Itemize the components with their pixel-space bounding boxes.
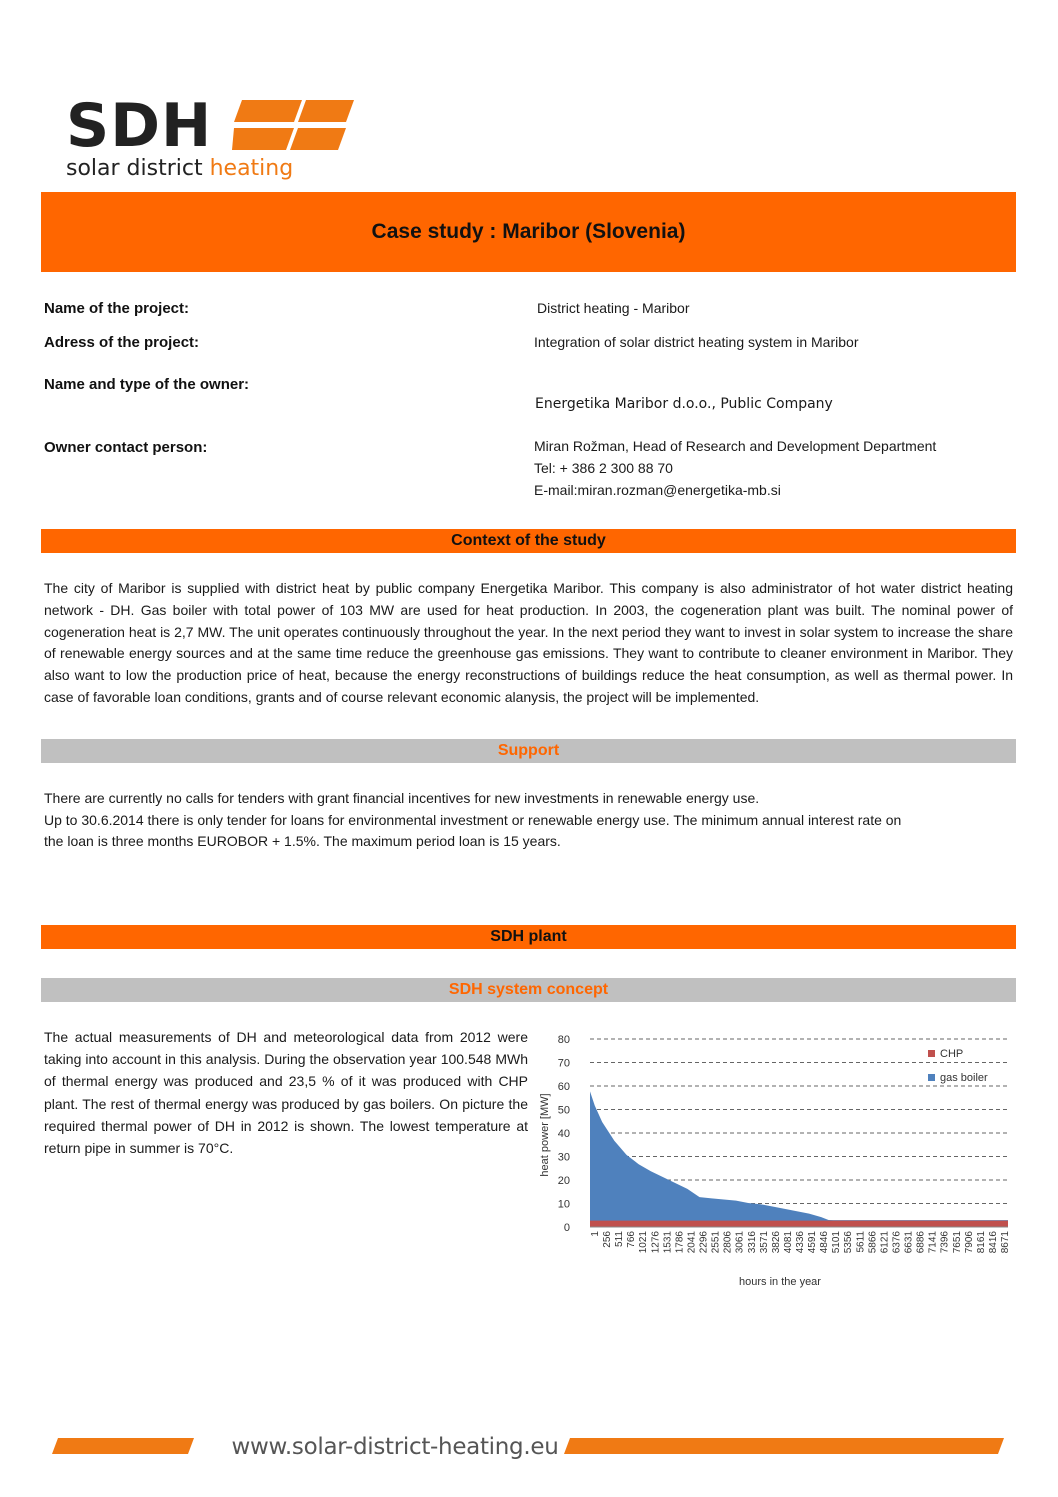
project-address-value: Integration of solar district heating system in Maribor bbox=[534, 334, 859, 350]
y-tick-label: 80 bbox=[557, 1034, 570, 1046]
project-name-label: Name of the project: bbox=[44, 300, 190, 317]
project-address-label: Adress of the project: bbox=[44, 334, 200, 351]
sdh-logo bbox=[66, 91, 356, 192]
heat-power-chart bbox=[530, 1025, 1020, 1295]
y-tick-label: 10 bbox=[557, 1198, 570, 1211]
page-title: Case study : Maribor (Slovenia) bbox=[371, 220, 686, 243]
x-tick-label: 3061 bbox=[734, 1231, 746, 1254]
x-tick-label: 1021 bbox=[638, 1231, 650, 1254]
x-tick-label: 1786 bbox=[674, 1231, 686, 1254]
x-tick-label: 4336 bbox=[795, 1231, 806, 1254]
owner-label: Name and type of the owner: bbox=[44, 376, 250, 393]
x-tick-label: 5356 bbox=[843, 1231, 855, 1254]
concept-paragraph: The actual measurements of DH and meteorological data from 2012 were taking into account in this analysis. During the observation year 100.548 MWh of thermal energy was produced and 23,5 % of it was produced with CHP plant. The rest of thermal energy was produced by gas boilers. On picture the required thermal power of DH in 2012 is shown. The lowest temperature at return pipe in summer is 70°C. bbox=[44, 1029, 528, 1157]
legend-label: gas boiler bbox=[940, 1072, 988, 1084]
context-paragraph: The city of Maribor is supplied with district heat by public company Energetika Maribor. This company is also administrator of hot water district heating network - DH. Gas boiler with total power of 103 MW are used for heat production. In 2003, the cogeneration plant was built. The nominal power of cogeneration heat is 2,7 MW. The unit operates continuously throughout the year. In the next period they want to invest in solar system to increase the share of renewable energy sources and at the same time reduce the greenhouse gas emissions. They want to contribute to cleaner environment in Maribor. They also want to low the production price of heat, because the energy reconstructions of buildings reduce the heat consumption, as well as thermal power. In case of favorable loan conditions, grants and of course relevant economic alanysis, the project will be implemented. bbox=[44, 580, 1013, 705]
sdh-plant-heading: SDH plant bbox=[41, 925, 1016, 949]
contact-person: Miran Rožman, Head of Research and Development Department bbox=[534, 438, 937, 454]
x-tick-label: 7906 bbox=[963, 1231, 975, 1254]
x-tick-label: 7396 bbox=[939, 1231, 951, 1254]
legend-swatch bbox=[928, 1050, 935, 1057]
title-banner bbox=[41, 192, 1016, 272]
x-tick-label: 8416 bbox=[987, 1231, 999, 1254]
x-tick-label: 1531 bbox=[662, 1231, 674, 1254]
x-tick-label: 4591 bbox=[807, 1231, 819, 1254]
support-line-1: There are currently no calls for tenders with grant financial incentives for new investments in renewable energy use. bbox=[44, 790, 760, 806]
gas-boiler-area bbox=[590, 1091, 1008, 1227]
x-tick-label: 8161 bbox=[975, 1231, 987, 1254]
contact-phone: Tel: + 386 2 300 88 70 bbox=[534, 460, 673, 476]
support-heading: Support bbox=[41, 739, 1016, 763]
y-tick-label: 0 bbox=[563, 1222, 570, 1234]
logo-tagline: solar district heating bbox=[66, 156, 294, 181]
x-tick-label: 2551 bbox=[710, 1231, 722, 1254]
support-line-2: Up to 30.6.2014 there is only tender for loans for environmental investment or renewable energy use. The minimum annual interest rate on bbox=[44, 812, 902, 828]
x-tick-label: 511 bbox=[614, 1231, 626, 1247]
x-tick-label: 1 bbox=[590, 1231, 601, 1237]
x-tick-label: 2041 bbox=[686, 1231, 698, 1254]
chp-area bbox=[590, 1221, 1008, 1227]
x-tick-label: 3571 bbox=[758, 1231, 770, 1254]
context-heading: Context of the study bbox=[41, 529, 1016, 553]
legend-label: CHP bbox=[940, 1048, 964, 1060]
y-axis-label: heat power [MW] bbox=[539, 1093, 551, 1177]
x-tick-label: 766 bbox=[626, 1231, 638, 1248]
y-tick-label: 30 bbox=[557, 1151, 570, 1164]
x-tick-label: 5611 bbox=[855, 1231, 867, 1253]
logo-stripes-icon bbox=[232, 100, 356, 156]
footer bbox=[40, 1430, 1020, 1464]
project-name-value: District heating - Maribor bbox=[537, 300, 690, 316]
x-tick-label: 6886 bbox=[915, 1231, 927, 1254]
y-tick-label: 50 bbox=[557, 1104, 570, 1117]
x-tick-label: 7141 bbox=[927, 1231, 939, 1254]
logo-abbreviation: SDH bbox=[66, 91, 213, 161]
x-tick-label: 256 bbox=[602, 1231, 614, 1248]
x-tick-label: 4081 bbox=[782, 1231, 794, 1254]
x-tick-label: 1276 bbox=[650, 1231, 662, 1254]
contact-label: Owner contact person: bbox=[44, 439, 208, 456]
x-tick-label: 4846 bbox=[819, 1231, 831, 1254]
x-tick-label: 6376 bbox=[891, 1231, 903, 1254]
x-tick-label: 2296 bbox=[698, 1231, 710, 1254]
x-tick-label: 7651 bbox=[951, 1231, 963, 1254]
owner-value: Energetika Maribor d.o.o., Public Company bbox=[535, 396, 833, 412]
x-tick-label: 2806 bbox=[722, 1231, 734, 1254]
x-tick-label: 6631 bbox=[903, 1231, 915, 1254]
legend-swatch bbox=[928, 1074, 935, 1081]
heat-power-chart-svg bbox=[530, 1025, 1020, 1295]
x-tick-label: 5866 bbox=[867, 1231, 879, 1254]
x-tick-label: 6121 bbox=[879, 1231, 891, 1254]
footer-url[interactable]: www.solar-district-heating.eu bbox=[231, 1434, 559, 1460]
y-tick-label: 40 bbox=[557, 1128, 570, 1140]
y-tick-label: 60 bbox=[557, 1081, 570, 1093]
y-tick-label: 20 bbox=[557, 1175, 570, 1187]
x-tick-label: 8671 bbox=[1000, 1231, 1011, 1254]
support-line-3: the loan is three months EUROBOR + 1.5%. The maximum period loan is 15 years. bbox=[44, 833, 561, 849]
contact-email: E-mail:miran.rozman@energetika-mb.si bbox=[534, 482, 781, 498]
x-tick-label: 3316 bbox=[746, 1231, 758, 1254]
x-tick-label: 5101 bbox=[831, 1231, 843, 1254]
y-tick-label: 70 bbox=[557, 1057, 570, 1070]
x-axis-label: hours in the year bbox=[739, 1276, 821, 1288]
concept-heading: SDH system concept bbox=[41, 978, 1016, 1002]
x-tick-label: 3826 bbox=[770, 1231, 782, 1254]
